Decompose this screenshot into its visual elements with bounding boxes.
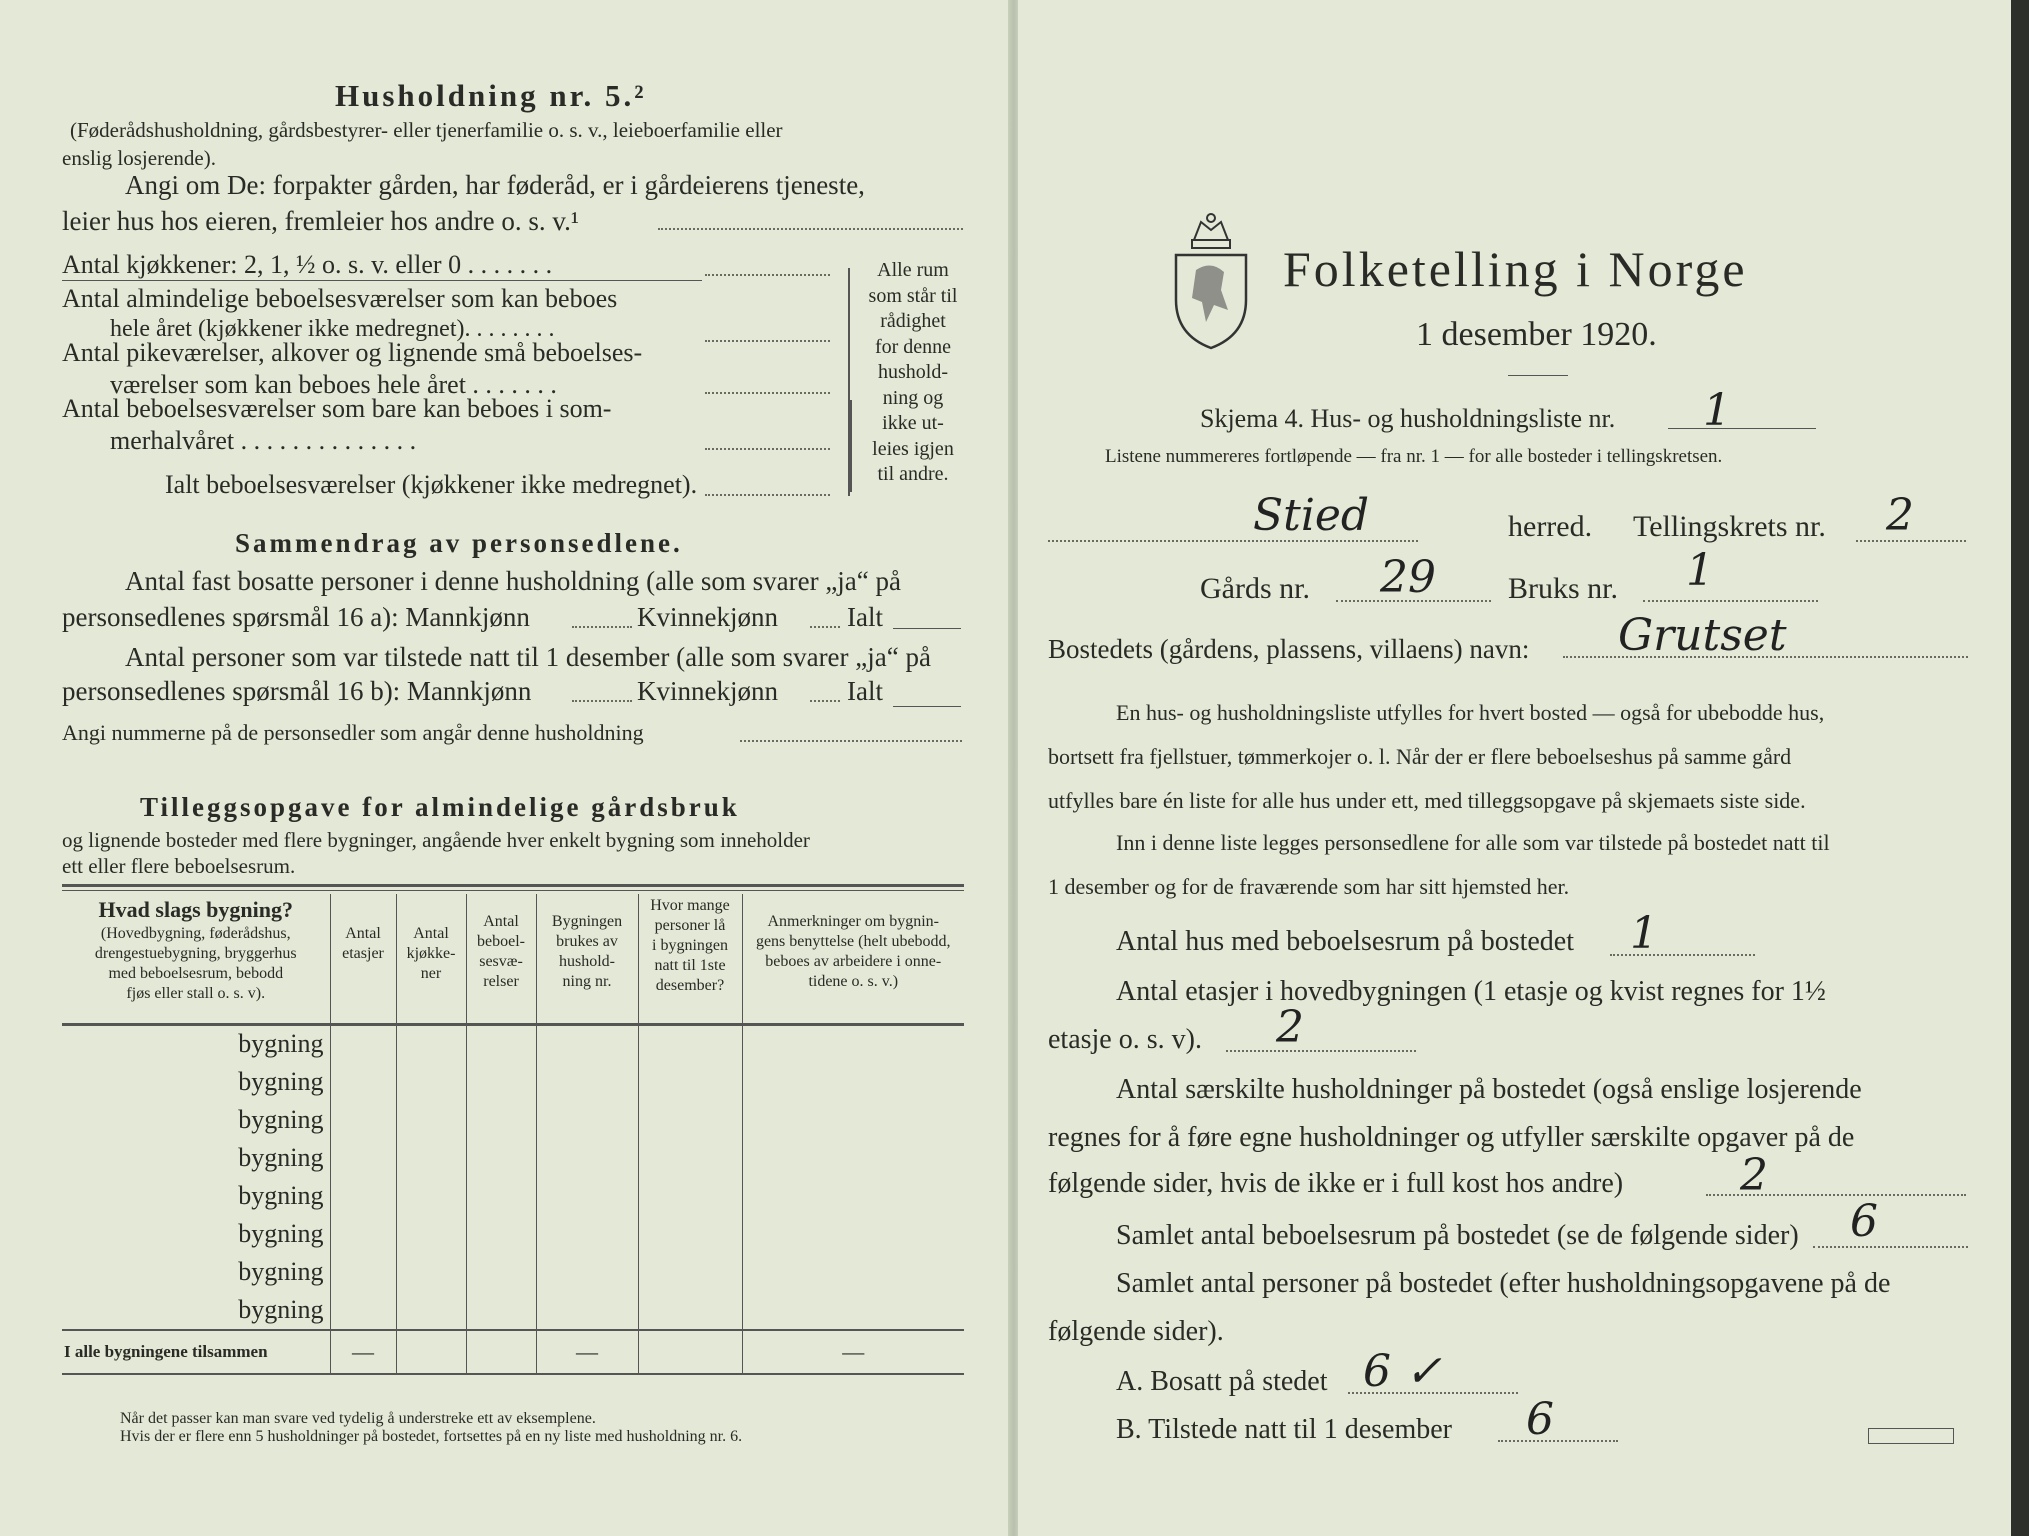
angi-nummerne: Angi nummerne på de personsedler som angår denne husholdning — [62, 720, 644, 745]
rooms-answer-3 — [705, 392, 830, 394]
para1-line-1: En hus- og husholdningsliste utfylles for hvert bosted — også for ubebodde hus, — [1116, 700, 1825, 725]
q3-line-1: Antal særskilte husholdninger på bostedet (også enslige losjerende — [1116, 1074, 1862, 1105]
herred-value: Stied — [1253, 490, 1370, 541]
row-label: bygning — [238, 1295, 324, 1324]
page-edge — [2011, 0, 2029, 1536]
rooms-answer-2 — [705, 340, 830, 342]
col-header-line: Antal — [345, 925, 381, 942]
total-dash: — — [536, 1330, 638, 1374]
rooms-line-2: Antal almindelige beboelsesværelser som kan beboes — [62, 284, 618, 313]
side-note-line: som står til — [868, 284, 958, 307]
col-header-line: natt til 1ste — [654, 957, 726, 974]
table-row — [62, 1292, 964, 1330]
col-header-line: Hvor mange — [650, 897, 730, 914]
row-label: bygning — [238, 1105, 324, 1134]
q1-label: Antal hus med beboelsesrum på bostedet — [1116, 926, 1575, 957]
col-header-line: ning nr. — [562, 973, 612, 990]
kvinnekjonn-a-answer — [810, 626, 840, 628]
form-title: Folketelling i Norge — [1283, 241, 1748, 297]
table-top-rule — [62, 884, 964, 887]
col-header-line: Bygningen — [551, 913, 623, 930]
col-header-line: brukes av — [556, 933, 618, 950]
kvinnekjonn-a: Kvinnekjønn — [637, 602, 778, 632]
col-header-anmerkninger — [742, 894, 964, 1024]
q3-line-2: regnes for å føre egne husholdninger og utfyller særskilte opgaver på de — [1048, 1122, 1855, 1153]
q1-value: 1 — [1630, 908, 1658, 959]
col-header-line: Antal — [413, 925, 449, 942]
col-header-line: sesvæ- — [479, 953, 523, 970]
q4-line — [1813, 1246, 1968, 1248]
coat-of-arms-icon — [1166, 210, 1256, 350]
col-header-husholdning — [536, 894, 638, 1024]
tellingskrets-label: Tellingskrets nr. — [1633, 510, 1826, 543]
para2-line-1: Inn i denne liste legges personsedlene for alle som var tilstede på bostedet natt til — [1116, 830, 1830, 855]
q2-line-1: Antal etasjer i hovedbygningen (1 etasje og kvist regnes for 1½ — [1116, 976, 1826, 1007]
col-header-building — [62, 894, 330, 1024]
col-header-line: tidene o. s. v.) — [808, 973, 899, 990]
ialt-a: Ialt — [847, 602, 883, 632]
building-table — [62, 894, 964, 1375]
mannkjonn-a-answer — [572, 626, 632, 628]
col-header-line: drengestuebygning, bryggerhus — [94, 944, 297, 962]
household-title: Husholdning nr. 5.² — [335, 78, 647, 113]
herred-label: herred. — [1508, 510, 1593, 543]
rooms-line-7: merhalvåret . . . . . . . . . . . . . . — [110, 426, 417, 455]
table-top-rule-2 — [62, 890, 964, 891]
rooms-answer-4 — [705, 448, 830, 450]
table-row — [62, 1140, 964, 1178]
side-note-line: for denne — [874, 335, 952, 358]
qB-value: 6 — [1526, 1394, 1554, 1445]
bruks-line — [1643, 600, 1818, 602]
col-header-line: Anmerkninger om bygnin- — [767, 913, 940, 930]
side-note-line: Alle rum — [877, 259, 949, 281]
row-label: bygning — [238, 1143, 324, 1172]
col-header-line: kjøkke- — [406, 945, 456, 962]
rooms-line-5: værelser som kan beboes hele året . . . . . . . — [110, 370, 557, 399]
footnote-1: Når det passer kan man svare ved tydelig å understreke ett av eksemplene. — [120, 1410, 596, 1427]
q5-line-1: Samlet antal personer på bostedet (efter husholdningsopgavene på de — [1116, 1268, 1891, 1299]
q2-value: 2 — [1276, 1002, 1304, 1053]
side-note-line: ning og — [882, 386, 944, 409]
para2-line-2: 1 desember og for de fraværende som har sitt hjemsted her. — [1048, 874, 1570, 899]
side-note — [858, 258, 968, 488]
sammendrag-line-3: Antal personer som var tilstede natt til 1 desember (alle som svarer „ja“ på — [125, 642, 931, 672]
skjema-label: Skjema 4. Hus- og husholdningsliste nr. — [1200, 404, 1616, 433]
q4-label: Samlet antal beboelsesrum på bostedet (se de følgende sider) — [1116, 1220, 1799, 1251]
para1-line-3: utfylles bare én liste for alle hus under ett, med tilleggsopgave på skjemaets siste side. — [1048, 788, 1806, 813]
mannkjonn-b-answer — [572, 700, 632, 702]
left-page — [0, 0, 1010, 1536]
right-page — [1018, 0, 2029, 1536]
side-note-line: hushold- — [878, 361, 948, 383]
row-label: bygning — [238, 1181, 324, 1210]
col-header-line: i bygningen — [652, 937, 728, 954]
table-total-row — [62, 1330, 964, 1374]
col-header-line: hushold- — [559, 953, 615, 970]
table-row — [62, 1216, 964, 1254]
angi-nummerne-answer — [740, 740, 962, 742]
col-header-line: (Hovedbygning, føderådshus, — [100, 924, 291, 942]
row-label: bygning — [238, 1067, 324, 1096]
side-note-line: leies igjen — [872, 437, 954, 460]
total-label: I alle bygningene tilsammen — [64, 1342, 268, 1362]
col-header-line: beboes av arbeidere i onne- — [765, 953, 942, 970]
col-header-etasjer — [330, 894, 396, 1024]
qB-line — [1498, 1440, 1618, 1442]
ialt-b: Ialt — [847, 676, 883, 706]
bostedets-value: Grutset — [1618, 610, 1787, 661]
rooms-line-4: Antal pikeværelser, alkover og lignende små beboelses- — [62, 338, 643, 367]
col-header-beboelsesvaerelser — [466, 894, 536, 1024]
side-note-line: ikke ut- — [882, 412, 944, 434]
listene-note: Listene nummereres fortløpende — fra nr. 1 — for alle bosteder i tellingskretsen. — [1105, 446, 1723, 467]
bostedets-label: Bostedets (gårdens, plassens, villaens) navn: — [1048, 634, 1530, 664]
q4-value: 6 — [1850, 1196, 1878, 1247]
rooms-line-3: hele året (kjøkkener ikke medregnet). . . . . . . . — [110, 316, 555, 342]
table-row — [62, 1026, 964, 1064]
table-row — [62, 1102, 964, 1140]
row-label: bygning — [238, 1029, 324, 1058]
col-header-personer — [638, 894, 742, 1024]
q3-line-3: følgende sider, hvis de ikke er i full kost hos andre) — [1048, 1168, 1624, 1199]
skjema-line — [1668, 428, 1816, 429]
col-header-line: etasjer — [342, 945, 384, 962]
form-date: 1 desember 1920. — [1416, 316, 1657, 353]
col-header-line: Hvad slags bygning? — [98, 897, 293, 922]
col-header-line: gens benyttelse (helt ubebodd, — [755, 933, 951, 950]
col-header-line: ner — [420, 965, 442, 982]
col-header-kjokkener — [396, 894, 466, 1024]
q2-line-2: etasje o. s. v). — [1048, 1024, 1202, 1055]
ialt-b-answer — [893, 706, 961, 707]
kvinnekjonn-b-answer — [810, 700, 840, 702]
sammendrag-line-1: Antal fast bosatte personer i denne husholdning (alle som svarer „ja“ på — [125, 566, 901, 596]
col-header-line: med beboelsesrum, bebodd — [108, 964, 284, 982]
tillegg-intro-1: og lignende bosteder med flere bygninger, angående hver enkelt bygning som inneholder — [62, 828, 810, 852]
row-label: bygning — [238, 1219, 324, 1248]
col-header-line: relser — [483, 973, 519, 990]
col-header-line: desember? — [655, 977, 725, 994]
sammendrag-title: Sammendrag av personsedlene. — [235, 528, 683, 558]
qA-label: A. Bosatt på stedet — [1116, 1366, 1328, 1397]
bruks-value: 1 — [1686, 545, 1714, 596]
col-header-line: Antal — [483, 913, 519, 930]
brace-right — [850, 400, 852, 492]
ialt-answer — [705, 494, 830, 496]
gards-value: 29 — [1380, 552, 1436, 603]
skjema-value: 1 — [1703, 385, 1731, 436]
angi-line-2: leier hus hos eieren, fremleier hos andre o. s. v.¹ — [62, 206, 579, 236]
table-row — [62, 1064, 964, 1102]
row-label: bygning — [238, 1257, 324, 1286]
intro-line-2: enslig losjerende). — [62, 146, 216, 170]
table-row — [62, 1254, 964, 1292]
ialt-a-answer — [893, 628, 961, 629]
q5-line-2: følgende sider). — [1048, 1316, 1224, 1347]
rooms-line-1: Antal kjøkkener: 2, 1, ½ o. s. v. eller 0 . . . . . . . — [62, 250, 553, 279]
footnote-2: Hvis der er flere enn 5 husholdninger på bostedet, fortsettes på en ny liste med husholdning nr. 6. — [120, 1428, 743, 1445]
table-header-row — [62, 894, 964, 1024]
tillegg-title: Tilleggsopgave for almindelige gårdsbruk — [140, 792, 740, 822]
printer-stamp — [1868, 1428, 1954, 1444]
table-row — [62, 1178, 964, 1216]
bruks-label: Bruks nr. — [1508, 572, 1619, 605]
gards-label: Gårds nr. — [1200, 572, 1310, 605]
sammendrag-line-2: personsedlenes spørsmål 16 a): Mannkjønn — [62, 602, 530, 632]
total-dash: — — [742, 1330, 964, 1374]
sammendrag-line-4: personsedlenes spørsmål 16 b): Mannkjønn — [62, 676, 532, 706]
col-header-line: fjøs eller stall o. s. v). — [126, 984, 266, 1002]
side-note-line: til andre. — [877, 463, 949, 485]
rooms-rule — [62, 280, 702, 281]
intro-line-1: (Føderådshusholdning, gårdsbestyrer- eller tjenerfamilie o. s. v., leieboerfamilie eller — [70, 118, 783, 142]
total-dash: — — [330, 1330, 396, 1374]
rooms-line-6: Antal beboelsesværelser som bare kan beboes i som- — [62, 394, 612, 423]
side-note-line: rådighet — [880, 310, 946, 332]
angi-answer-line — [658, 228, 963, 230]
col-header-line: personer lå — [654, 917, 726, 934]
rooms-answer-1 — [705, 274, 830, 276]
title-divider — [1508, 375, 1568, 376]
q2-line — [1226, 1050, 1416, 1052]
qB-label: B. Tilstede natt til 1 desember — [1116, 1414, 1452, 1445]
angi-line-1: Angi om De: forpakter gården, har føderåd, er i gårdeierens tjeneste, — [125, 170, 865, 200]
tellingskrets-value: 2 — [1886, 490, 1914, 541]
para1-line-2: bortsett fra fjellstuer, tømmerkojer o. l. Når der er flere beboelseshus på samme gård — [1048, 744, 1792, 769]
kvinnekjonn-b: Kvinnekjønn — [637, 676, 778, 706]
tillegg-intro-2: ett eller flere beboelsesrum. — [62, 854, 296, 878]
col-header-line: beboel- — [477, 933, 525, 950]
ialt-line: Ialt beboelsesværelser (kjøkkener ikke medregnet). — [165, 470, 698, 499]
qA-value: 6 ✓ — [1363, 1346, 1442, 1397]
q3-value: 2 — [1740, 1150, 1768, 1201]
